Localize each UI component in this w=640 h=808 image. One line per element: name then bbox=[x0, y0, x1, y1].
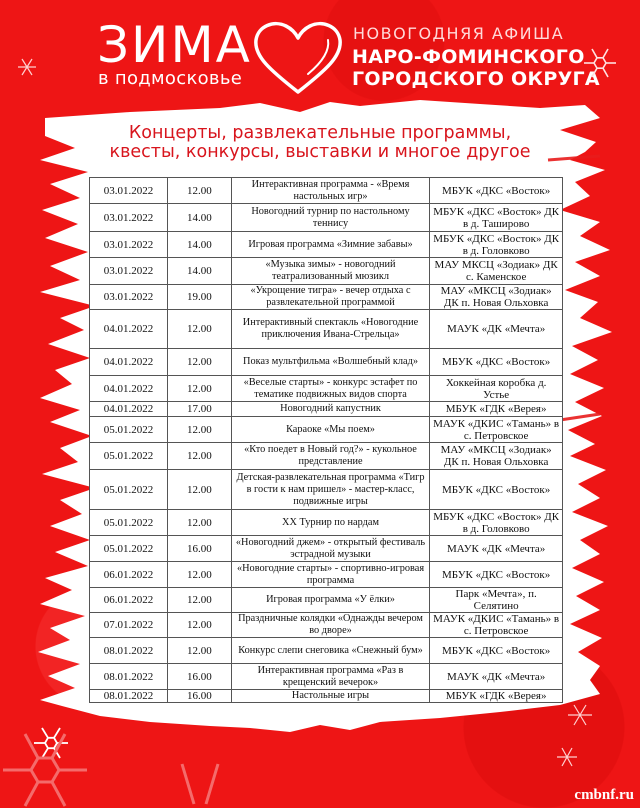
event-title: Новогодний турнир по настольному теннису bbox=[231, 204, 430, 232]
event-title: Показ мультфильма «Волшебный клад» bbox=[231, 349, 430, 376]
event-date: 04.01.2022 bbox=[90, 402, 168, 417]
table-row bbox=[90, 536, 563, 562]
table-row bbox=[90, 402, 563, 417]
table-row bbox=[90, 285, 563, 310]
logo-subtitle: в подмосковье bbox=[98, 68, 243, 89]
event-time: 19.00 bbox=[167, 285, 231, 310]
event-time: 12.00 bbox=[167, 613, 231, 638]
event-time: 12.00 bbox=[167, 310, 231, 349]
event-time: 12.00 bbox=[167, 510, 231, 536]
event-venue: МАУК «ДКИС «Тамань» в с. Петровское bbox=[430, 417, 563, 443]
event-venue: Хоккейная коробка д. Устье bbox=[430, 376, 563, 402]
event-date: 08.01.2022 bbox=[90, 690, 168, 703]
table-row bbox=[90, 178, 563, 204]
table-row bbox=[90, 310, 563, 349]
event-date: 04.01.2022 bbox=[90, 349, 168, 376]
table-row bbox=[90, 588, 563, 613]
event-title: «Кто поедет в Новый год?» - кукольное представление bbox=[231, 443, 430, 470]
event-title: Интерактивная программа - «Время настольных игр» bbox=[231, 178, 430, 204]
event-venue: Парк «Мечта», п. Селятино bbox=[430, 588, 563, 613]
event-venue: МАУ МКСЦ «Зодиак» ДК с. Каменское bbox=[430, 258, 563, 285]
event-time: 16.00 bbox=[167, 664, 231, 690]
table-row bbox=[90, 562, 563, 588]
event-date: 05.01.2022 bbox=[90, 443, 168, 470]
watermark: cmbnf.ru bbox=[574, 787, 634, 803]
event-title: Новогодний капустник bbox=[231, 402, 430, 417]
event-time: 12.00 bbox=[167, 178, 231, 204]
table-row bbox=[90, 510, 563, 536]
event-title: «Веселые старты» - конкурс эстафет по тематике подвижных видов спорта bbox=[231, 376, 430, 402]
event-time: 16.00 bbox=[167, 690, 231, 703]
subtitle-line-2: квесты, конкурсы, выставки и многое другое bbox=[109, 142, 531, 162]
header bbox=[0, 0, 640, 105]
event-venue: МБУК «ДКС «Восток» ДК в д. Головково bbox=[430, 232, 563, 258]
event-date: 06.01.2022 bbox=[90, 588, 168, 613]
event-time: 12.00 bbox=[167, 349, 231, 376]
event-date: 05.01.2022 bbox=[90, 417, 168, 443]
district-line-2: ГОРОДСКОГО ОКРУГА bbox=[352, 68, 600, 90]
event-venue: МАУК «ДК «Мечта» bbox=[430, 310, 563, 349]
event-venue: МБУК «ДКС «Восток» bbox=[430, 470, 563, 510]
snowflake-icon bbox=[175, 760, 225, 808]
event-date: 08.01.2022 bbox=[90, 638, 168, 664]
event-venue: МБУК «ГДК «Верея» bbox=[430, 690, 563, 703]
afisha-title: НОВОГОДНЯЯ АФИША bbox=[353, 24, 565, 43]
event-venue: МБУК «ДКС «Восток» bbox=[430, 349, 563, 376]
event-venue: МАУ «МКСЦ «Зодиак» ДК п. Новая Ольховка bbox=[430, 443, 563, 470]
event-title: Караоке «Мы поем» bbox=[231, 417, 430, 443]
event-time: 16.00 bbox=[167, 536, 231, 562]
table-row bbox=[90, 376, 563, 402]
event-time: 14.00 bbox=[167, 204, 231, 232]
event-title: XX Турнир по нардам bbox=[231, 510, 430, 536]
event-date: 07.01.2022 bbox=[90, 613, 168, 638]
table-row bbox=[90, 349, 563, 376]
event-title: Интерактивный спектакль «Новогодние приключения Ивана-Стрельца» bbox=[231, 310, 430, 349]
table-row bbox=[90, 638, 563, 664]
event-venue: МБУК «ДКС «Восток» ДК в д. Головково bbox=[430, 510, 563, 536]
subtitle-line-1: Концерты, развлекательные программы, bbox=[128, 123, 512, 143]
event-date: 08.01.2022 bbox=[90, 664, 168, 690]
event-title: Конкурс слепи снеговика «Снежный бум» bbox=[231, 638, 430, 664]
event-venue: МБУК «ДКС «Восток» bbox=[430, 638, 563, 664]
event-date: 05.01.2022 bbox=[90, 536, 168, 562]
event-title: Игровая программа «У ёлки» bbox=[231, 588, 430, 613]
event-title: Игровая программа «Зимние забавы» bbox=[231, 232, 430, 258]
district-line-1: НАРО-ФОМИНСКОГО bbox=[352, 46, 585, 68]
event-date: 05.01.2022 bbox=[90, 470, 168, 510]
event-time: 17.00 bbox=[167, 402, 231, 417]
table-row bbox=[90, 232, 563, 258]
event-venue: МАУК «ДК «Мечта» bbox=[430, 536, 563, 562]
event-title: «Музыка зимы» - новогодний театрализованный мюзикл bbox=[231, 258, 430, 285]
event-title: Детская-развлекательная программа «Тигр в гости к нам пришел» - мастер-класс, подвижные игры bbox=[231, 470, 430, 510]
table-row bbox=[90, 470, 563, 510]
event-venue: МАУ «МКСЦ «Зодиак» ДК п. Новая Ольховка bbox=[430, 285, 563, 310]
event-time: 14.00 bbox=[167, 232, 231, 258]
table-row bbox=[90, 443, 563, 470]
snowflake-icon bbox=[565, 700, 595, 730]
event-title: «Новогодний джем» - открытый фестиваль эстрадной музыки bbox=[231, 536, 430, 562]
event-date: 04.01.2022 bbox=[90, 310, 168, 349]
table-row bbox=[90, 690, 563, 703]
event-time: 12.00 bbox=[167, 470, 231, 510]
event-date: 03.01.2022 bbox=[90, 204, 168, 232]
snowflake-icon bbox=[555, 745, 579, 769]
event-time: 12.00 bbox=[167, 562, 231, 588]
event-title: «Укрощение тигра» - вечер отдыха с развлекательной программой bbox=[231, 285, 430, 310]
heart-icon bbox=[250, 18, 346, 98]
snowflake-icon bbox=[0, 730, 90, 808]
event-time: 12.00 bbox=[167, 588, 231, 613]
event-title: Интерактивная программа «Раз в крещенский вечерок» bbox=[231, 664, 430, 690]
table-row bbox=[90, 204, 563, 232]
event-date: 03.01.2022 bbox=[90, 258, 168, 285]
event-date: 03.01.2022 bbox=[90, 285, 168, 310]
event-time: 12.00 bbox=[167, 376, 231, 402]
event-title: «Новогодние старты» - спортивно-игровая программа bbox=[231, 562, 430, 588]
table-row bbox=[90, 258, 563, 285]
event-time: 12.00 bbox=[167, 638, 231, 664]
event-venue: МБУК «ДКС «Восток» bbox=[430, 562, 563, 588]
event-time: 12.00 bbox=[167, 417, 231, 443]
event-date: 03.01.2022 bbox=[90, 232, 168, 258]
event-date: 05.01.2022 bbox=[90, 510, 168, 536]
event-venue: МБУК «ДКС «Восток» ДК в д. Таширово bbox=[430, 204, 563, 232]
snowflake-icon bbox=[582, 45, 618, 81]
event-date: 06.01.2022 bbox=[90, 562, 168, 588]
event-title: Настольные игры bbox=[231, 690, 430, 703]
district-title bbox=[352, 46, 600, 90]
logo-title: ЗИМА bbox=[97, 16, 252, 74]
event-time: 12.00 bbox=[167, 443, 231, 470]
table-row bbox=[90, 417, 563, 443]
event-venue: МАУК «ДКИС «Тамань» в с. Петровское bbox=[430, 613, 563, 638]
snowflake-icon bbox=[16, 56, 38, 78]
events-table bbox=[89, 177, 563, 703]
event-title: Праздничные колядки «Однажды вечером во дворе» bbox=[231, 613, 430, 638]
event-time: 14.00 bbox=[167, 258, 231, 285]
table-row bbox=[90, 613, 563, 638]
event-venue: МБУК «ДКС «Восток» bbox=[430, 178, 563, 204]
event-date: 04.01.2022 bbox=[90, 376, 168, 402]
subtitle bbox=[60, 124, 580, 162]
event-date: 03.01.2022 bbox=[90, 178, 168, 204]
event-venue: МБУК «ГДК «Верея» bbox=[430, 402, 563, 417]
table-row bbox=[90, 664, 563, 690]
event-venue: МАУК «ДК «Мечта» bbox=[430, 664, 563, 690]
